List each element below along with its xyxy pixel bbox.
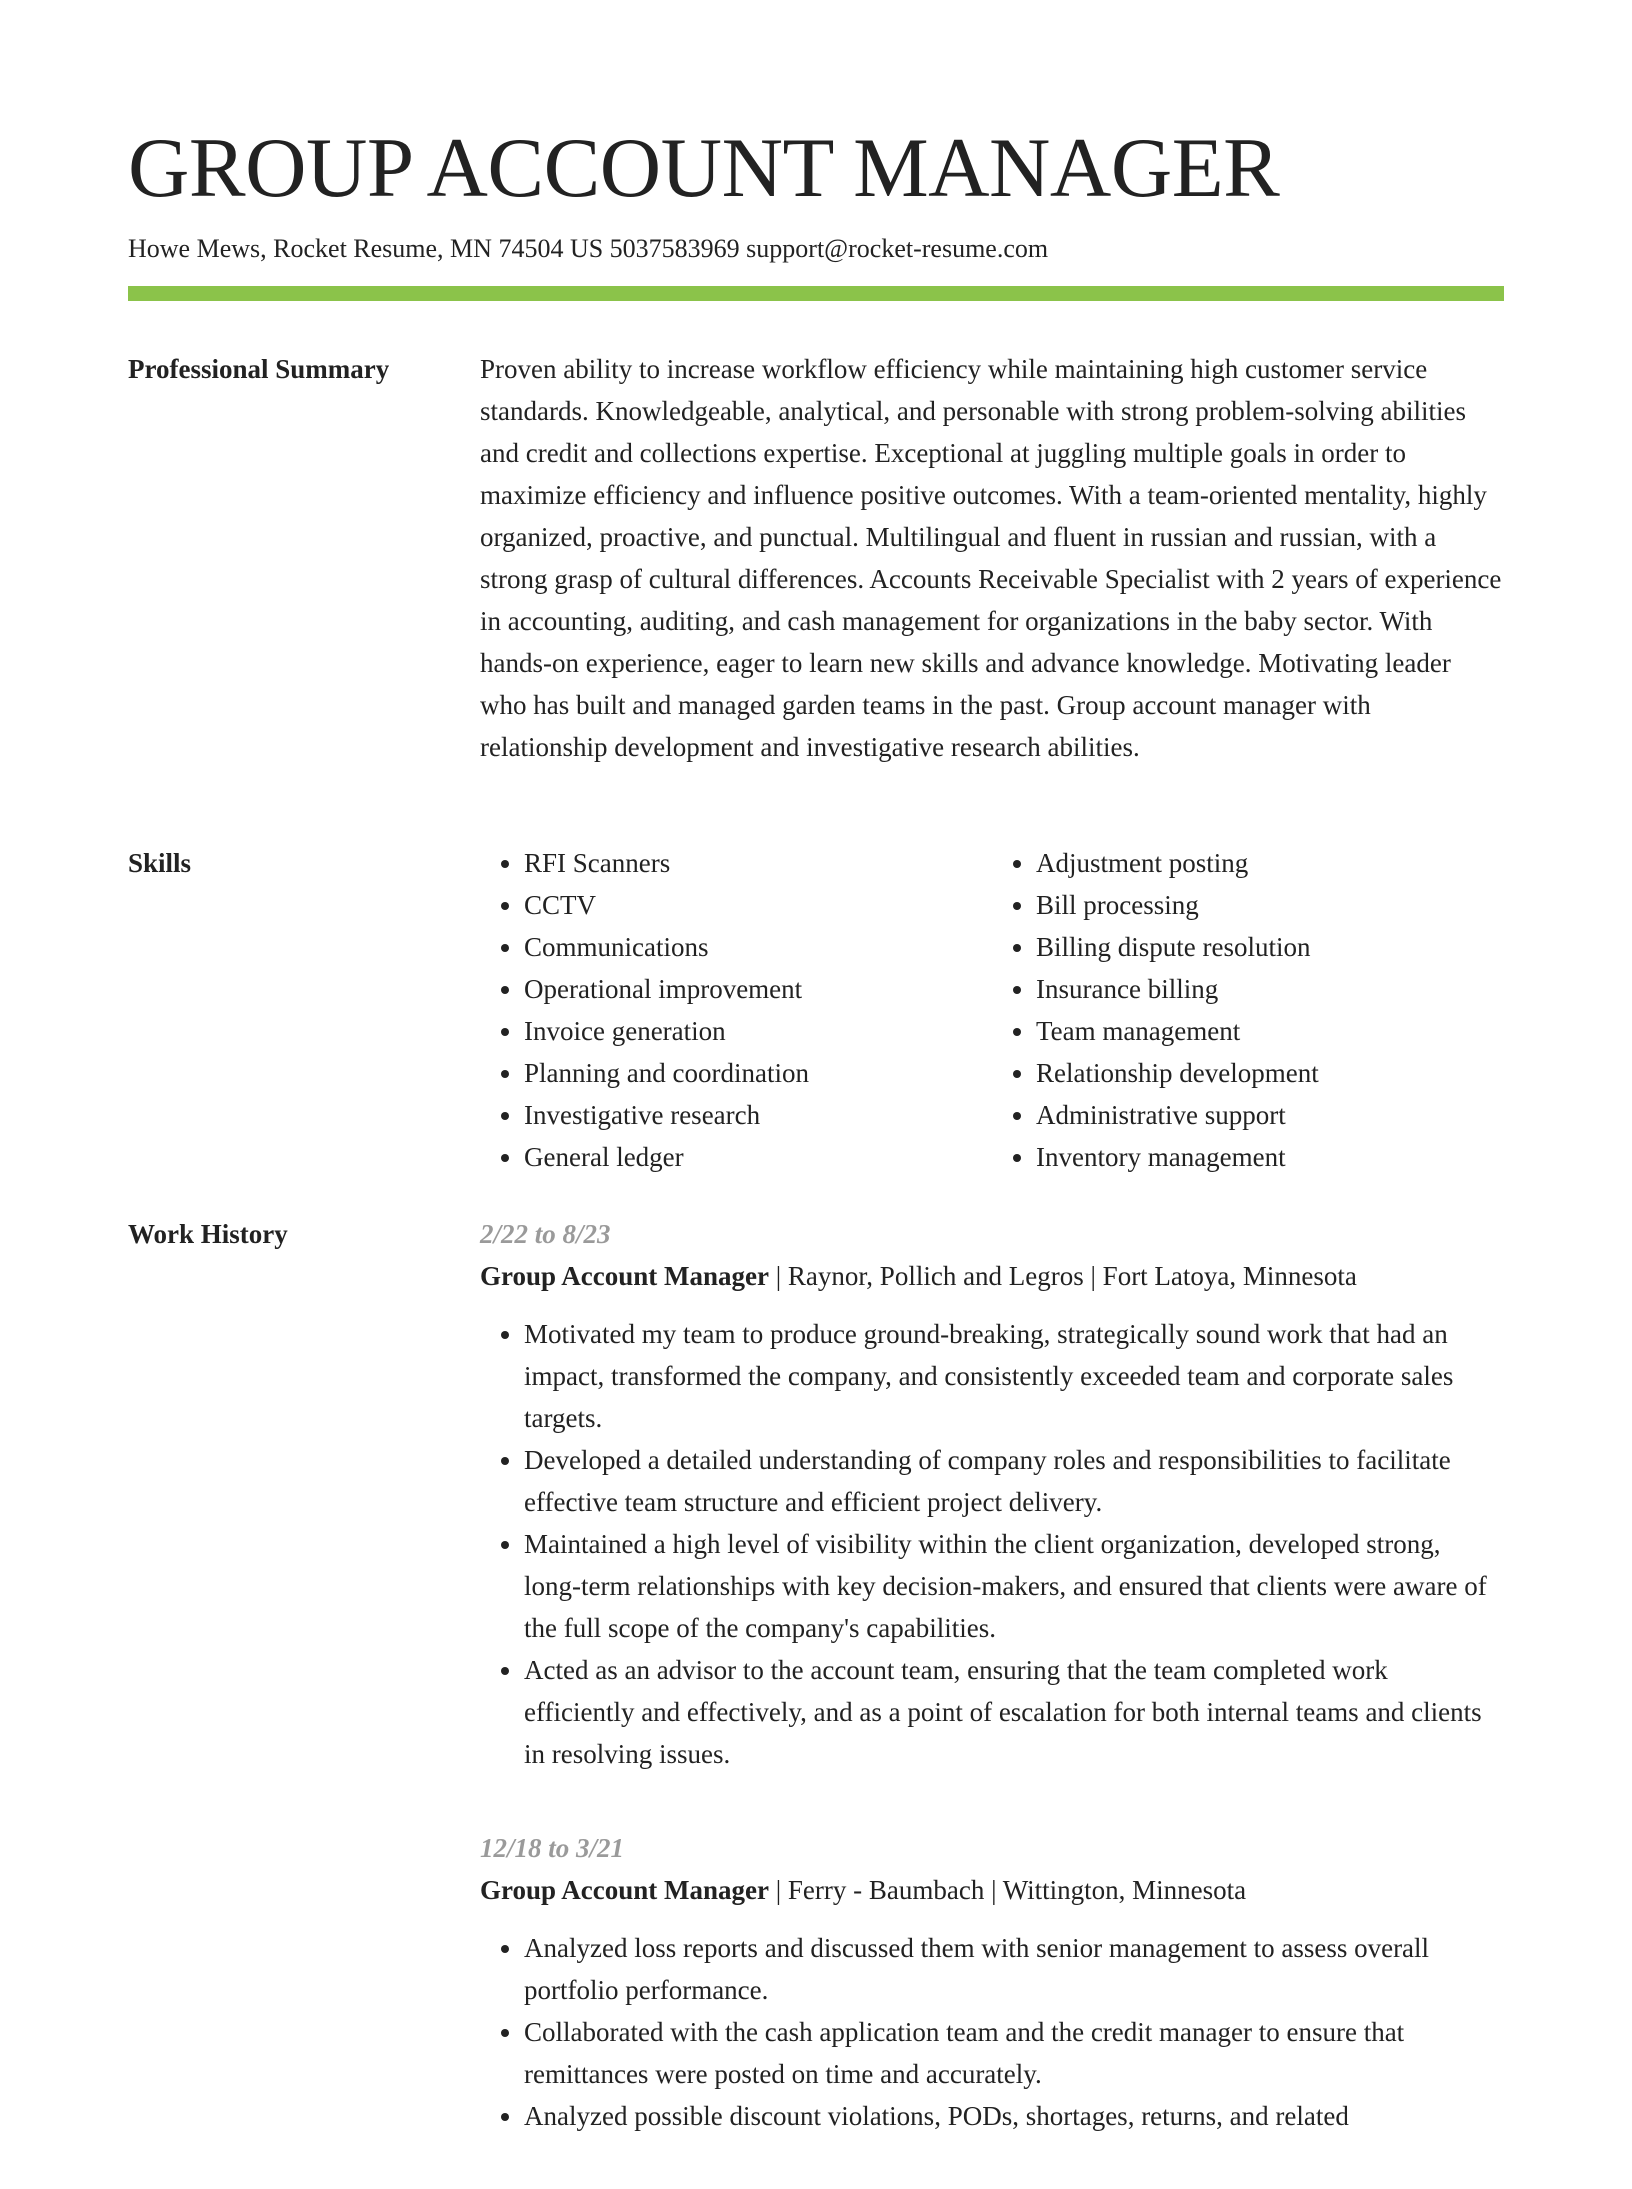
job-bullet: • Analyzed possible discount violations, PODs, shortages, returns, and related bbox=[524, 2095, 1504, 2137]
skill-item: • Invoice generation bbox=[524, 1010, 992, 1052]
summary-heading: Professional Summary bbox=[128, 354, 390, 384]
skill-item: • Team management bbox=[1036, 1010, 1504, 1052]
job-dates: 12/18 to 3/21 bbox=[480, 1833, 625, 1863]
skill-item: • General ledger bbox=[524, 1136, 992, 1178]
summary-body bbox=[480, 348, 1504, 768]
job-bullets bbox=[480, 1313, 1504, 1775]
job-details: | Raynor, Pollich and Legros | Fort Latoya, Minnesota bbox=[769, 1261, 1357, 1291]
work-history-heading: Work History bbox=[128, 1219, 288, 1249]
skill-item: • Investigative research bbox=[524, 1094, 992, 1136]
skill-item: • CCTV bbox=[524, 884, 992, 926]
job-bullet: • Collaborated with the cash application team and the credit manager to ensure that remittances were posted on time and accurately. bbox=[524, 2011, 1504, 2095]
skill-item: • Operational improvement bbox=[524, 968, 992, 1010]
accent-divider bbox=[128, 286, 1504, 301]
skill-item: • Billing dispute resolution bbox=[1036, 926, 1504, 968]
skills-list-left bbox=[480, 842, 992, 1178]
work-history-body bbox=[480, 1213, 1504, 2189]
job-entry bbox=[480, 1827, 1504, 2137]
job-details: | Ferry - Baumbach | Wittington, Minnesota bbox=[769, 1875, 1247, 1905]
job-entry bbox=[480, 1213, 1504, 1775]
skill-item: • Relationship development bbox=[1036, 1052, 1504, 1094]
summary-text: Proven ability to increase workflow efficiency while maintaining high customer service standards. Knowledgeable, analytical, and personable with strong problem-solving abilities and credit and collections expertise. Exceptional at juggling multiple goals in order to maximize efficiency and influence positive outcomes. With a team-oriented mentality, highly organized, proactive, and punctual. Multilingual and fluent in russian and russian, with a strong grasp of cultural differences. Accounts Receivable Specialist with 2 years of experience in accounting, auditing, and cash management for organizations in the baby sector. With hands-on experience, eager to learn new skills and advance knowledge. Motivating leader who has built and managed garden teams in the past. Group account manager with relationship development and investigative research abilities. bbox=[480, 354, 1502, 762]
job-dates: 2/22 to 8/23 bbox=[480, 1219, 611, 1249]
job-bullets bbox=[480, 1927, 1504, 2137]
job-bullet: • Developed a detailed understanding of company roles and responsibilities to facilitate effective team structure and efficient project delivery. bbox=[524, 1439, 1504, 1523]
skill-item: • RFI Scanners bbox=[524, 842, 992, 884]
job-heading bbox=[480, 1869, 1504, 1911]
skill-item: • Bill processing bbox=[1036, 884, 1504, 926]
skill-item: • Inventory management bbox=[1036, 1136, 1504, 1178]
contact-info: Howe Mews, Rocket Resume, MN 74504 US 5037583969 support@rocket-resume.com bbox=[128, 234, 1049, 263]
skills-body bbox=[480, 842, 1504, 1178]
resume-name: GROUP ACCOUNT MANAGER bbox=[128, 121, 1280, 215]
skills-heading: Skills bbox=[128, 848, 192, 878]
job-title: Group Account Manager bbox=[480, 1875, 769, 1905]
job-bullet: • Acted as an advisor to the account team, ensuring that the team completed work efficiently and effectively, and as a point of escalation for both internal teams and clients in resolving issues. bbox=[524, 1649, 1504, 1775]
job-title: Group Account Manager bbox=[480, 1261, 769, 1291]
job-bullet: • Maintained a high level of visibility within the client organization, developed strong, long-term relationships with key decision-makers, and ensured that clients were aware of the full scope of the company's capabilities. bbox=[524, 1523, 1504, 1649]
skills-columns bbox=[480, 842, 1504, 1178]
skill-item: • Planning and coordination bbox=[524, 1052, 992, 1094]
skill-item: • Administrative support bbox=[1036, 1094, 1504, 1136]
skill-item: • Adjustment posting bbox=[1036, 842, 1504, 884]
job-heading bbox=[480, 1255, 1504, 1297]
skill-item: • Insurance billing bbox=[1036, 968, 1504, 1010]
job-bullet: • Analyzed loss reports and discussed them with senior management to assess overall portfolio performance. bbox=[524, 1927, 1504, 2011]
skill-item: • Communications bbox=[524, 926, 992, 968]
skills-list-right bbox=[992, 842, 1504, 1178]
job-bullet: • Motivated my team to produce ground-breaking, strategically sound work that had an impact, transformed the company, and consistently exceeded team and corporate sales targets. bbox=[524, 1313, 1504, 1439]
